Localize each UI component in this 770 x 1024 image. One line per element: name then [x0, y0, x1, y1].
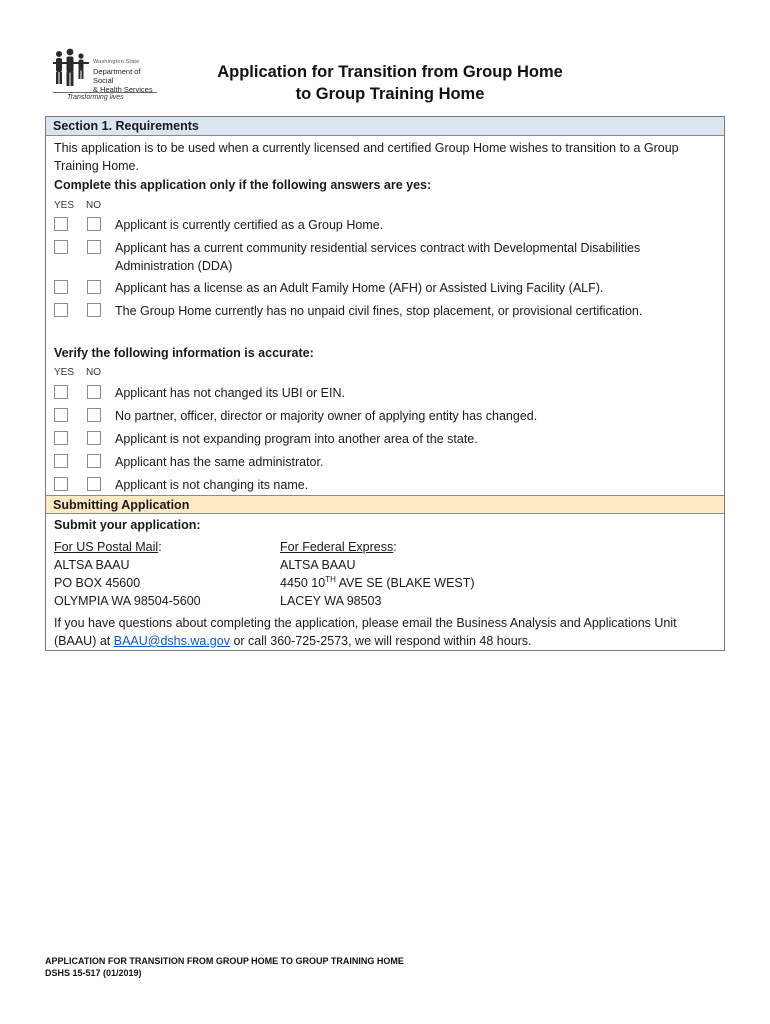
- postal-label: For US Postal Mail: [54, 540, 159, 554]
- title-line2: to Group Training Home: [295, 85, 485, 103]
- logo-tagline: Transforming lives: [67, 94, 124, 101]
- verify-no-checkbox[interactable]: [87, 408, 101, 422]
- agency-line3: & Health Services: [93, 85, 153, 94]
- no-column-label: NO: [86, 367, 102, 378]
- dshs-logo: [53, 48, 159, 108]
- fedex-street-number: 4450 10: [280, 576, 326, 590]
- agency-line2: Department of Social: [93, 67, 141, 85]
- verify-text: Applicant has the same administrator.: [115, 455, 324, 469]
- requirement-text: The Group Home currently has no unpaid civil fines, stop placement, or provisional certification.: [115, 304, 643, 318]
- no-column-label: NO: [86, 200, 102, 211]
- requirement-yes-checkbox[interactable]: [54, 303, 68, 317]
- verify-text: Applicant is not changing its name.: [115, 478, 309, 492]
- title-line1: Application for Transition from Group Home: [217, 63, 563, 81]
- fedex-street-rest: AVE SE (BLAKE WEST): [335, 576, 475, 590]
- logo-divider: [53, 92, 157, 93]
- requirement-no-checkbox[interactable]: [87, 217, 101, 231]
- verify-no-checkbox[interactable]: [87, 477, 101, 491]
- verify-yes-checkbox[interactable]: [54, 477, 68, 491]
- verify-no-checkbox[interactable]: [87, 431, 101, 445]
- yes-no-header: [54, 200, 113, 211]
- postal-name: ALTSA BAAU: [54, 558, 130, 572]
- fedex-label: For Federal Express: [280, 540, 394, 554]
- application-form: [45, 116, 725, 651]
- contact-text-post: or call 360-725-2573, we will respond within 48 hours.: [229, 634, 532, 648]
- form-footer: [45, 955, 404, 979]
- requirement-no-checkbox[interactable]: [87, 303, 101, 317]
- email-link[interactable]: BAAU@dshs.wa.gov: [113, 634, 230, 648]
- yes-no-header: [54, 367, 113, 378]
- submit-subheading: Submit your application:: [54, 518, 201, 532]
- agency-state: Washington State: [93, 59, 140, 65]
- contact-info: [54, 614, 714, 650]
- requirement-text: Applicant has a current community residential services contract with Developmental Disabilities Administration (DDA): [115, 241, 641, 273]
- footer-form-title: APPLICATION FOR TRANSITION FROM GROUP HOME TO GROUP TRAINING HOME: [45, 956, 404, 966]
- requirement-text: Applicant has a license as an Adult Family Home (AFH) or Assisted Living Facility (ALF).: [115, 281, 604, 295]
- verify-text: Applicant is not expanding program into another area of the state.: [115, 432, 478, 446]
- requirement-text: Applicant is currently certified as a Group Home.: [115, 218, 384, 232]
- verify-instruction: Verify the following information is accurate:: [54, 346, 314, 360]
- fedex-street-ordinal: TH: [325, 574, 336, 584]
- verify-text: No partner, officer, director or majority owner of applying entity has changed.: [115, 409, 538, 423]
- verify-text: Applicant has not changed its UBI or EIN.: [115, 386, 345, 400]
- complete-instruction: Complete this application only if the following answers are yes:: [54, 178, 432, 192]
- footer-form-number: DSHS 15-517 (01/2019): [45, 968, 142, 978]
- verify-yes-checkbox[interactable]: [54, 454, 68, 468]
- verify-no-checkbox[interactable]: [87, 454, 101, 468]
- section1-heading: Section 1. Requirements: [46, 117, 724, 136]
- verify-yes-checkbox[interactable]: [54, 408, 68, 422]
- requirement-no-checkbox[interactable]: [87, 240, 101, 254]
- yes-column-label: YES: [54, 200, 75, 211]
- verify-no-checkbox[interactable]: [87, 385, 101, 399]
- postal-street: PO BOX 45600: [54, 576, 141, 590]
- dshs-figures-icon: [53, 48, 89, 88]
- verify-yes-checkbox[interactable]: [54, 431, 68, 445]
- postal-address: For US Postal Mail: ALTSA BAAU PO BOX 45600 OLYMPIA WA 98504-5600: [54, 540, 201, 608]
- yes-column-label: YES: [54, 367, 75, 378]
- requirement-yes-checkbox[interactable]: [54, 280, 68, 294]
- requirement-yes-checkbox[interactable]: [54, 217, 68, 231]
- agency-name: [93, 58, 159, 94]
- fedex-street: [280, 574, 475, 592]
- fedex-name: ALTSA BAAU: [280, 558, 356, 572]
- verify-yes-checkbox[interactable]: [54, 385, 68, 399]
- postal-city: OLYMPIA WA 98504-5600: [54, 594, 201, 608]
- fedex-city: LACEY WA 98503: [280, 594, 382, 608]
- page-title: [160, 61, 620, 105]
- section1-intro: This application is to be used when a currently licensed and certified Group Home wishes to transition to a Group Training Home.: [54, 141, 679, 173]
- submitting-heading: Submitting Application: [46, 495, 724, 514]
- contact-text-pre: If you have questions about completing the application, please email the Business Analysis and Applications Unit (BAAU) at: [54, 616, 677, 648]
- requirement-yes-checkbox[interactable]: [54, 240, 68, 254]
- requirement-no-checkbox[interactable]: [87, 280, 101, 294]
- fedex-address: For Federal Express: ALTSA BAAU 4450 10TH AVE SE (BLAKE WEST) LACEY WA 98503: [280, 540, 475, 608]
